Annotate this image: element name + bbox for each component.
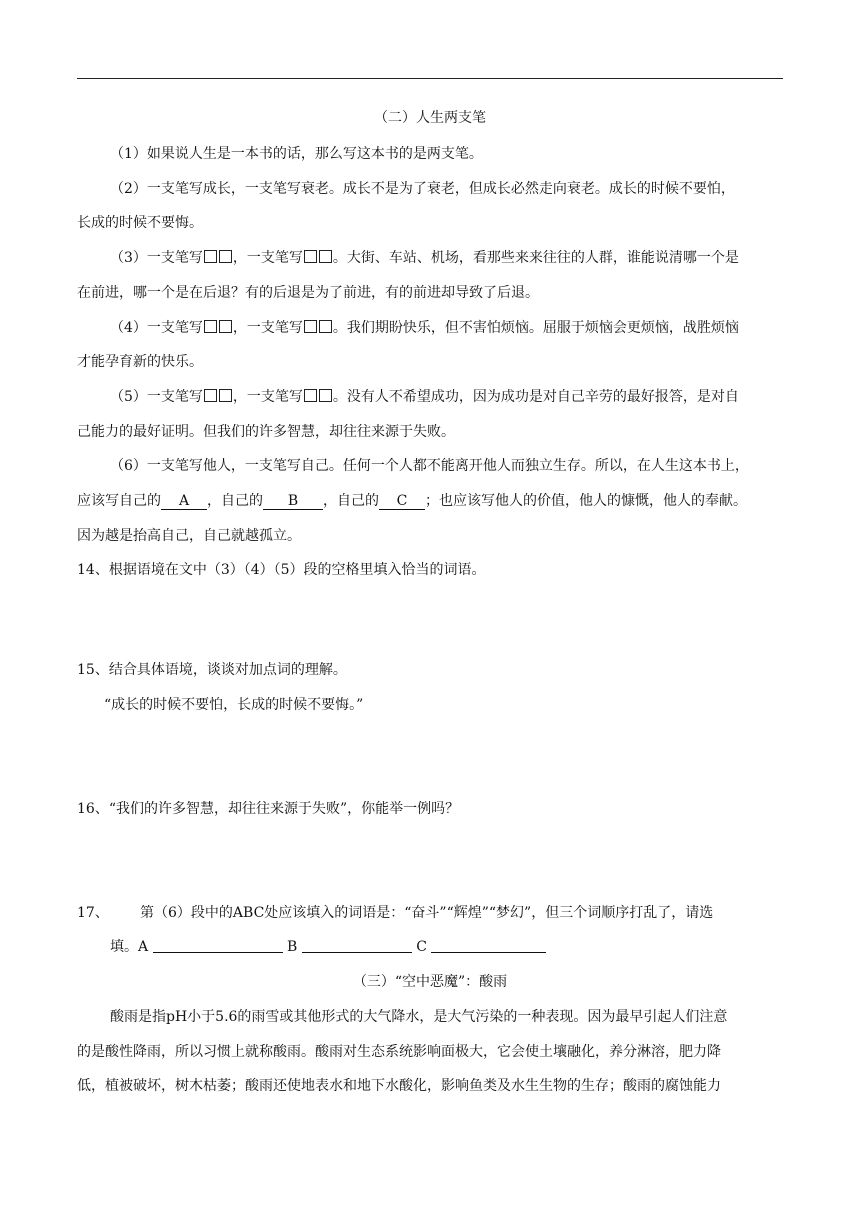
paragraph-6-line3: 因为越是抬高自己，自己就越孤立。: [77, 528, 301, 544]
paragraph-1: （1）如果说人生是一本书的话，那么写这本书的是两支笔。: [110, 146, 483, 162]
paragraph-3-prefix: （3）一支笔写: [110, 250, 203, 266]
paragraph-6-text: ，自己的: [207, 493, 263, 509]
question-17-answers: [110, 937, 546, 957]
question-15: 15、结合具体语境，谈谈对加点词的理解。: [77, 662, 347, 678]
question-17-number: 17、: [77, 905, 109, 921]
paragraph-2-line2: 长成的时候不要悔。: [77, 215, 203, 231]
question-16: 16、“我们的许多智慧，却往往来源于失败”，你能举一例吗？: [77, 801, 460, 817]
paragraph-5-rest: 。没有人不希望成功，因为成功是对自己辛劳的最好报答，是对自: [332, 389, 739, 405]
paragraph-5-mid: ，一支笔写: [232, 389, 303, 405]
paragraph-2-line1: （2）一支笔写成长，一支笔写衰老。成长不是为了衰老，但成长必然走向衰老。成长的时候不要怕，: [110, 181, 735, 197]
paragraph-3-line1: [110, 248, 739, 268]
question-17-prefix: 填。: [110, 939, 138, 955]
question-15-quote: “成长的时候不要怕，长成的时候不要悔。”: [104, 697, 364, 713]
section2-title: （二）人生两支笔: [374, 110, 486, 126]
answer-a-label: A: [138, 939, 149, 955]
paragraph-6-line1: （6）一支笔写他人，一支笔写自己。任何一个人都不能离开他人而独立生存。所以，在人生这本书上，: [110, 458, 749, 474]
question-14: 14、根据语境在文中（3）（4）（5）段的空格里填入恰当的词语。: [77, 562, 486, 578]
section3-line1: 酸雨是指pH小于5.6的雨雪或其他形式的大气降水，是大气污染的一种表现。因为最早引起人们注意: [110, 1009, 728, 1025]
blank-a[interactable]: A: [161, 493, 207, 510]
paragraph-5-line1: [110, 387, 739, 407]
answer-c-label: C: [416, 939, 427, 955]
paragraph-6-text: ；也应该写他人的价值，他人的慷慨，他人的奉献。: [425, 493, 747, 509]
paragraph-4-line2: 才能孕育新的快乐。: [77, 354, 203, 370]
header-rule: [77, 78, 783, 79]
blank-c[interactable]: C: [379, 493, 425, 510]
blank-boxes[interactable]: [303, 389, 333, 405]
paragraph-4-mid: ，一支笔写: [232, 320, 303, 336]
paragraph-5-prefix: （5）一支笔写: [110, 389, 203, 405]
paragraph-3-mid: ，一支笔写: [232, 250, 303, 266]
paragraph-6-text: ，自己的: [323, 493, 379, 509]
answer-b-field[interactable]: [302, 938, 412, 953]
paragraph-4-prefix: （4）一支笔写: [110, 320, 203, 336]
blank-boxes[interactable]: [203, 389, 233, 405]
section3-line3: 低，植被破坏，树木枯萎；酸雨还使地表水和地下水酸化，影响鱼类及水生生物的生存；酸雨的腐蚀能力: [77, 1078, 721, 1094]
paragraph-3-line2: 在前进，哪一个是在后退？有的后退是为了前进，有的前进却导致了后退。: [77, 285, 539, 301]
answer-b-label: B: [287, 939, 298, 955]
paragraph-6-line2: [77, 491, 747, 511]
blank-boxes[interactable]: [303, 250, 333, 266]
blank-boxes[interactable]: [303, 320, 333, 336]
section3-line2: 的是酸性降雨，所以习惯上就称酸雨。酸雨对生态系统影响面极大，它会使土壤融化，养分淋溶，肥力降: [77, 1044, 721, 1060]
paragraph-4-rest: 。我们期盼快乐，但不害怕烦恼。屈服于烦恼会更烦恼，战胜烦恼: [332, 320, 739, 336]
blank-boxes[interactable]: [203, 320, 233, 336]
blank-boxes[interactable]: [203, 250, 233, 266]
paragraph-5-line2: 己能力的最好证明。但我们的许多智慧，却往往来源于失败。: [77, 424, 455, 440]
blank-b[interactable]: B: [263, 493, 323, 510]
answer-c-field[interactable]: [431, 938, 546, 953]
paragraph-6-text: 应该写自己的: [77, 493, 161, 509]
section3-title: （三）“空中恶魔”：酸雨: [352, 974, 508, 990]
paragraph-4-line1: [110, 318, 739, 338]
question-17-text: 第（6）段中的ABC处应该填入的词语是：“奋斗”“辉煌”“梦幻”，但三个词顺序打乱了，请选: [140, 905, 714, 921]
paragraph-3-rest: 。大街、车站、机场，看那些来来往往的人群，谁能说清哪一个是: [332, 250, 739, 266]
answer-a-field[interactable]: [153, 938, 283, 953]
